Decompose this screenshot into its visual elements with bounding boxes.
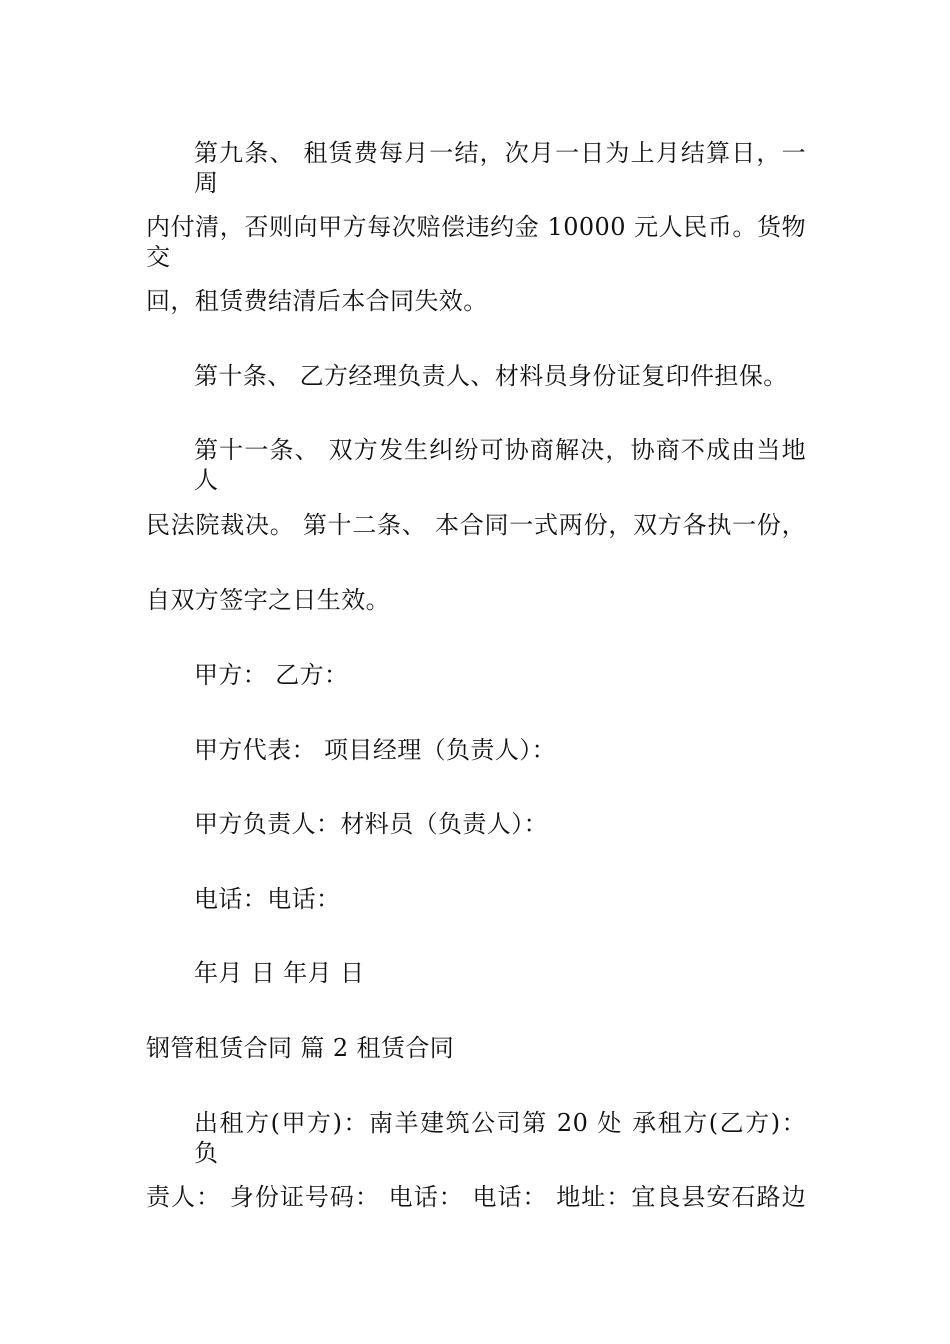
party-a-b-label: 甲方： 乙方：: [194, 661, 349, 689]
clause-9-line-3: 回，租赁费结清后本合同失效。: [146, 287, 488, 315]
clause-12-line-3: 自双方签字之日生效。: [146, 586, 390, 614]
section-heading: 钢管租赁合同 篇 2 租赁合同: [146, 1034, 455, 1062]
clause-9-line-2: 内付清，否则向甲方每次赔偿违约金 10000 元人民币。货物交: [146, 213, 806, 271]
clause-11-12-line-2: 民法院裁决。 第十二条、 本合同一式两份，双方各执一份，: [146, 511, 806, 539]
date-line: 年月 日 年月 日: [194, 959, 365, 987]
clause-11-line-1: 第十一条、 双方发生纠纷可协商解决，协商不成由当地人: [194, 436, 806, 494]
lessor-line: 出租方(甲方)：南羊建筑公司第 20 处 承租方(乙方)： 负: [194, 1109, 806, 1167]
clause-10: 第十条、 乙方经理负责人、材料员身份证复印件担保。: [194, 362, 788, 390]
clause-9-line-1: 第九条、 租赁费每月一结，次月一日为上月结算日，一周: [194, 139, 806, 197]
responsible-info-line: 责人： 身份证号码： 电话： 电话： 地址：宜良县安石路边: [146, 1183, 806, 1211]
party-a-responsible: 甲方负责人：材料员（负责人）：: [194, 810, 548, 838]
party-a-representative: 甲方代表： 项目经理（负责人）：: [194, 736, 557, 764]
phone-line: 电话：电话：: [194, 885, 341, 913]
